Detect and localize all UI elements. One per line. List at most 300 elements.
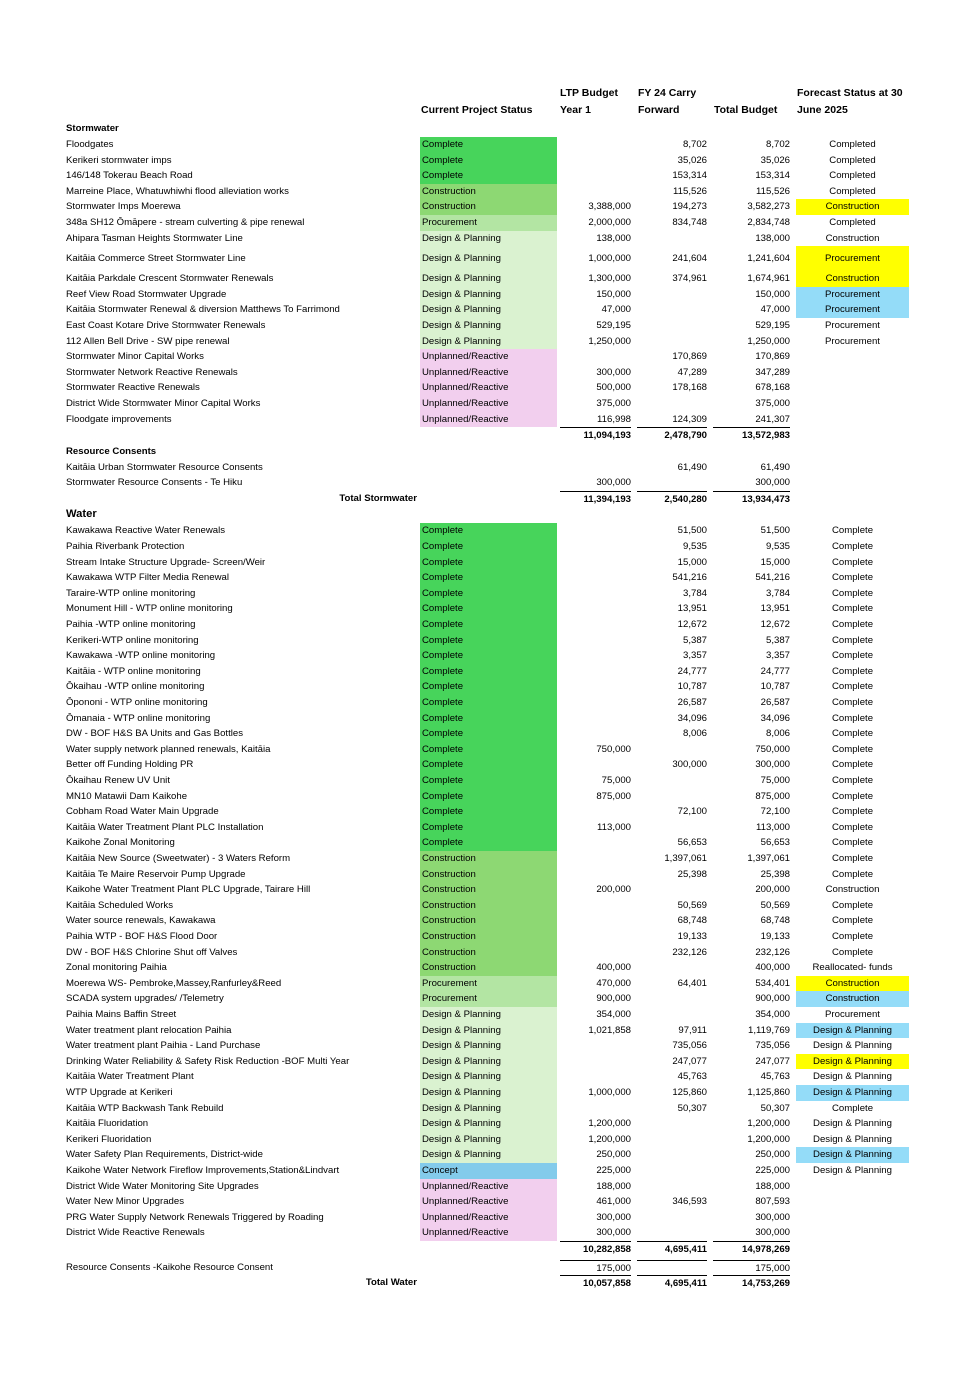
total-budget-cell: 1,200,000 xyxy=(747,1133,790,1145)
table-row xyxy=(0,570,973,586)
table-row xyxy=(0,396,973,412)
forecast-status-cell: Complete xyxy=(831,572,874,584)
project-name: Kaitāia Stormwater Renewal & diversion Matthews To Farrimond xyxy=(66,304,340,316)
project-name: Kaikohe Water Treatment Plant PLC Upgrade, Tairare Hill xyxy=(66,884,311,896)
project-name: Ōkaihau Renew UV Unit xyxy=(66,775,170,786)
status-cell: Design & Planning xyxy=(420,231,557,247)
total-budget-cell: 13,951 xyxy=(760,603,790,615)
project-name: Kerikeri stormwater imps xyxy=(66,154,172,166)
carry-forward-cell xyxy=(637,773,707,789)
header-carry-line2: Forward xyxy=(638,104,680,116)
carry-forward-cell: 241,604 xyxy=(672,253,707,265)
total-budget-cell: 200,000 xyxy=(755,884,790,896)
forecast-status-cell: Complete xyxy=(831,587,874,599)
project-name: Kaitāia - WTP online monitoring xyxy=(66,665,201,677)
status-cell: Unplanned/Reactive xyxy=(420,1210,557,1226)
project-name: DW - BOF H&S BA Units and Gas Bottles xyxy=(66,728,244,740)
carry-forward-cell xyxy=(637,991,707,1007)
status-cell: Complete xyxy=(420,570,557,586)
status-cell: Construction xyxy=(420,851,557,867)
project-name: Marreine Place, Whatuwhiwhi flood alleviation works xyxy=(66,185,289,197)
project-name: Monument Hill - WTP online monitoring xyxy=(66,603,233,615)
forecast-status-cell: Complete xyxy=(831,868,874,880)
project-name: Water treatment plant Paihia - Land Purchase xyxy=(66,1040,261,1052)
carry-forward-cell: 15,000 xyxy=(677,556,707,568)
forecast-status-cell: Design & Planning xyxy=(813,1118,892,1130)
carry-forward-cell: 56,653 xyxy=(677,837,707,849)
project-name: Ōmanaia - WTP online monitoring xyxy=(66,712,211,724)
table-row xyxy=(0,460,973,476)
total-budget-cell: 13,934,473 xyxy=(713,491,790,508)
project-name: Kaikohe Zonal Monitoring xyxy=(66,837,175,849)
status-cell: Construction xyxy=(420,184,557,200)
total-budget-cell: 807,593 xyxy=(755,1196,790,1208)
forecast-status-cell: Complete xyxy=(831,665,874,677)
ltp-budget-cell xyxy=(560,898,631,914)
total-budget-cell: 19,133 xyxy=(760,931,790,942)
total-budget-cell: 175,000 xyxy=(713,1260,790,1277)
forecast-status-cell xyxy=(796,412,909,428)
project-name: Paihia -WTP online monitoring xyxy=(66,619,196,630)
table-row xyxy=(0,318,973,334)
status-cell: Design & Planning xyxy=(420,1085,557,1101)
ltp-budget-cell: 3,388,000 xyxy=(588,201,631,213)
forecast-status-cell xyxy=(796,1179,909,1195)
forecast-status-cell: Procurement xyxy=(796,287,909,303)
ltp-budget-cell xyxy=(560,349,631,365)
project-name: Kerikeri-WTP online monitoring xyxy=(66,634,199,646)
carry-forward-cell: 12,672 xyxy=(677,619,707,630)
total-budget-cell: 354,000 xyxy=(755,1009,790,1020)
carry-forward-cell: 5,387 xyxy=(682,634,707,646)
forecast-status-cell xyxy=(796,380,909,396)
total-budget-cell: 735,056 xyxy=(755,1040,790,1052)
carry-forward-cell: 1,397,061 xyxy=(664,853,707,864)
carry-forward-cell: 300,000 xyxy=(672,759,707,771)
status-cell: Complete xyxy=(420,789,557,805)
carry-forward-cell xyxy=(637,789,707,805)
total-budget-cell: 300,000 xyxy=(755,1227,790,1239)
forecast-status-cell: Completed xyxy=(829,139,876,150)
project-name: 146/148 Tokerau Beach Road xyxy=(66,170,193,182)
status-cell: Construction xyxy=(420,960,557,976)
header-total: Total Budget xyxy=(714,104,778,116)
subtotal-row xyxy=(0,1241,973,1257)
forecast-status-cell: Procurement xyxy=(825,1009,880,1020)
total-label: Total Stormwater xyxy=(339,492,417,504)
project-name: District Wide Reactive Renewals xyxy=(66,1227,205,1239)
carry-forward-cell: 50,569 xyxy=(677,899,707,911)
total-budget-cell: 250,000 xyxy=(755,1149,790,1161)
ltp-budget-cell xyxy=(560,184,631,200)
carry-forward-cell: 124,309 xyxy=(672,413,707,425)
carry-forward-cell: 232,126 xyxy=(672,946,707,958)
forecast-status-cell: Design & Planning xyxy=(813,1071,892,1083)
ltp-budget-cell xyxy=(560,851,631,867)
total-budget-cell: 14,978,269 xyxy=(713,1241,790,1258)
table-row xyxy=(0,991,973,1007)
forecast-status-cell: Design & Planning xyxy=(796,1147,909,1163)
project-name: Kaitāia Urban Stormwater Resource Consents xyxy=(66,461,263,473)
table-row xyxy=(0,231,973,247)
ltp-budget-cell: 47,000 xyxy=(601,304,631,316)
forecast-status-cell: Complete xyxy=(831,712,874,724)
status-cell: Complete xyxy=(420,804,557,820)
table-row xyxy=(0,960,973,976)
table-row xyxy=(0,287,973,303)
project-name: Cobham Road Water Main Upgrade xyxy=(66,806,219,818)
header-carry-line1: FY 24 Carry xyxy=(638,87,697,99)
table-row xyxy=(0,711,973,727)
ltp-budget-cell: 138,000 xyxy=(596,232,631,244)
forecast-status-cell: Design & Planning xyxy=(813,1133,892,1145)
forecast-status-cell: Construction xyxy=(796,976,909,992)
total-budget-cell: 170,869 xyxy=(755,351,790,363)
table-row xyxy=(0,1132,973,1148)
ltp-budget-cell: 200,000 xyxy=(596,884,631,896)
ltp-budget-cell xyxy=(560,1101,631,1117)
total-budget-cell: 534,401 xyxy=(755,977,790,989)
table-row xyxy=(0,586,973,602)
carry-forward-cell xyxy=(637,302,707,318)
total-budget-cell: 300,000 xyxy=(755,1211,790,1223)
table-row xyxy=(0,380,973,396)
status-cell: Construction xyxy=(420,199,557,215)
forecast-status-cell: Complete xyxy=(831,806,874,818)
table-row xyxy=(0,913,973,929)
carry-forward-cell xyxy=(637,318,707,334)
project-name: Moerewa WS- Pembroke,Massey,Ranfurley&Reed xyxy=(66,977,282,989)
total-budget-cell: 50,569 xyxy=(760,899,790,911)
total-label: Total Water xyxy=(365,1277,417,1289)
status-cell: Design & Planning xyxy=(420,1023,557,1039)
ltp-budget-cell xyxy=(560,570,631,586)
carry-forward-cell: 170,869 xyxy=(672,351,707,363)
status-cell: Construction xyxy=(420,913,557,929)
table-row xyxy=(0,1101,973,1117)
carry-forward-cell: 26,587 xyxy=(677,697,707,708)
total-budget-cell: 1,397,061 xyxy=(747,853,790,864)
project-name: Stormwater Reactive Renewals xyxy=(66,382,200,394)
subtotal-row xyxy=(0,427,973,443)
table-row xyxy=(0,898,973,914)
project-name: District Wide Water Monitoring Site Upgrades xyxy=(66,1180,259,1192)
project-name: Kaitāia Fluoridation xyxy=(66,1118,149,1130)
ltp-budget-cell xyxy=(560,648,631,664)
project-name: Ōkaihau -WTP online monitoring xyxy=(66,681,205,693)
carry-forward-cell: 4,695,411 xyxy=(637,1241,707,1258)
table-row xyxy=(0,976,973,992)
forecast-status-cell: Procurement xyxy=(796,246,909,271)
total-budget-cell: 68,748 xyxy=(760,915,790,927)
forecast-status-cell: Complete xyxy=(831,837,874,849)
table-row xyxy=(0,246,973,271)
forecast-status-cell xyxy=(796,1225,909,1241)
carry-forward-cell xyxy=(637,1007,707,1023)
forecast-status-cell: Complete xyxy=(831,634,874,646)
total-budget-cell: 300,000 xyxy=(755,477,790,489)
project-name: Drinking Water Reliability & Safety Risk Reduction -BOF Multi Year xyxy=(66,1055,350,1067)
ltp-budget-cell: 1,300,000 xyxy=(588,273,631,285)
carry-forward-cell: 4,695,411 xyxy=(637,1275,707,1292)
ltp-budget-cell: 1,000,000 xyxy=(588,1087,631,1098)
carry-forward-cell: 50,307 xyxy=(677,1102,707,1114)
ltp-budget-cell: 113,000 xyxy=(597,821,631,833)
project-name: Kaitāia New Source (Sweetwater) - 3 Waters Reform xyxy=(66,853,291,864)
ltp-budget-cell: 1,000,000 xyxy=(588,253,631,265)
status-cell: Construction xyxy=(420,898,557,914)
ltp-budget-cell: 300,000 xyxy=(596,1211,631,1223)
ltp-budget-cell: 750,000 xyxy=(596,743,631,755)
ltp-budget-cell: 300,000 xyxy=(596,1227,631,1239)
project-name: Paihia Mains Baffin Street xyxy=(66,1009,177,1020)
forecast-status-cell: Complete xyxy=(831,697,874,708)
total-budget-cell: 25,398 xyxy=(760,868,790,880)
ltp-budget-cell xyxy=(560,523,631,539)
carry-forward-cell: 72,100 xyxy=(677,806,707,818)
total-budget-cell: 12,672 xyxy=(760,619,790,630)
table-row xyxy=(0,1179,973,1195)
ltp-budget-cell: 529,195 xyxy=(596,320,631,331)
forecast-status-cell: Complete xyxy=(831,821,874,833)
total-budget-cell: 138,000 xyxy=(755,232,790,244)
ltp-budget-cell xyxy=(560,1054,631,1070)
status-cell: Complete xyxy=(420,633,557,649)
status-cell: Complete xyxy=(420,137,557,153)
carry-forward-cell: 19,133 xyxy=(677,931,707,942)
ltp-budget-cell xyxy=(560,137,631,153)
carry-forward-cell: 3,784 xyxy=(682,587,707,599)
project-name: Ahipara Tasman Heights Stormwater Line xyxy=(66,232,243,244)
table-row xyxy=(0,184,973,200)
total-budget-cell: 51,500 xyxy=(760,525,790,537)
carry-forward-cell: 45,763 xyxy=(677,1071,707,1083)
project-name: Kaitāia Parkdale Crescent Stormwater Renewals xyxy=(66,273,274,285)
status-cell: Design & Planning xyxy=(420,271,557,287)
ltp-budget-cell: 150,000 xyxy=(596,288,631,300)
total-budget-cell: 347,289 xyxy=(755,366,790,378)
table-row xyxy=(0,334,973,350)
project-name: Kerikeri Fluoridation xyxy=(66,1133,152,1145)
forecast-status-cell: Complete xyxy=(831,681,874,693)
status-cell: Complete xyxy=(420,726,557,742)
total-budget-cell: 3,582,273 xyxy=(747,201,790,213)
table-row xyxy=(0,555,973,571)
forecast-status-cell xyxy=(796,1194,909,1210)
forecast-status-cell: Complete xyxy=(831,931,874,942)
carry-forward-cell: 8,006 xyxy=(682,728,707,740)
project-name: Stream Intake Structure Upgrade- Screen/Weir xyxy=(66,556,266,568)
status-cell: Complete xyxy=(420,773,557,789)
total-budget-cell: 26,587 xyxy=(760,697,790,708)
table-row xyxy=(0,137,973,153)
status-cell: Design & Planning xyxy=(420,1038,557,1054)
table-row xyxy=(0,153,973,169)
ltp-budget-cell: 875,000 xyxy=(596,790,631,802)
forecast-status-cell: Procurement xyxy=(825,335,880,347)
forecast-status-cell: Completed xyxy=(829,217,876,228)
forecast-status-cell: Complete xyxy=(831,603,874,615)
carry-forward-cell: 25,398 xyxy=(677,868,707,880)
project-name: Kaitāia Water Treatment Plant xyxy=(66,1071,194,1083)
ltp-budget-cell: 250,000 xyxy=(596,1149,631,1161)
table-row xyxy=(0,1210,973,1226)
carry-forward-cell: 10,787 xyxy=(677,681,707,693)
status-cell: Unplanned/Reactive xyxy=(420,396,557,412)
forecast-status-cell: Design & Planning xyxy=(796,1054,909,1070)
status-cell: Design & Planning xyxy=(420,287,557,303)
status-cell: Procurement xyxy=(420,976,557,992)
total-row xyxy=(0,491,973,507)
total-budget-cell: 75,000 xyxy=(760,775,790,786)
project-name: Water New Minor Upgrades xyxy=(66,1196,185,1208)
forecast-status-cell: Complete xyxy=(831,915,874,927)
ltp-budget-cell xyxy=(560,835,631,851)
total-budget-cell: 1,250,000 xyxy=(747,335,790,347)
status-cell: Complete xyxy=(420,679,557,695)
forecast-status-cell: Complete xyxy=(831,775,874,786)
carry-forward-cell xyxy=(637,231,707,247)
ltp-budget-cell xyxy=(560,913,631,929)
carry-forward-cell xyxy=(637,1210,707,1226)
carry-forward-cell: 34,096 xyxy=(677,712,707,724)
status-cell xyxy=(420,460,557,476)
table-row xyxy=(0,804,973,820)
status-cell: Complete xyxy=(420,664,557,680)
forecast-status-cell: Construction xyxy=(796,991,909,1007)
status-cell: Unplanned/Reactive xyxy=(420,380,557,396)
project-name: Kaitāia Scheduled Works xyxy=(66,899,174,911)
ltp-budget-cell xyxy=(560,664,631,680)
table-row xyxy=(0,349,973,365)
forecast-status-cell xyxy=(796,349,909,365)
forecast-status-cell: Complete xyxy=(831,759,874,771)
total-budget-cell: 875,000 xyxy=(755,790,790,802)
forecast-status-cell: Completed xyxy=(829,170,876,182)
total-budget-cell: 1,200,000 xyxy=(747,1118,790,1130)
total-budget-cell: 300,000 xyxy=(755,759,790,771)
project-name: Kawakawa Reactive Water Renewals xyxy=(66,525,226,537)
ltp-budget-cell: 300,000 xyxy=(596,366,631,378)
project-name: Stormwater Imps Moerewa xyxy=(66,201,181,213)
ltp-budget-cell: 500,000 xyxy=(596,382,631,394)
ltp-budget-cell: 175,000 xyxy=(560,1260,631,1277)
carry-forward-cell xyxy=(637,1260,707,1277)
status-cell: Complete xyxy=(420,648,557,664)
status-cell: Design & Planning xyxy=(420,246,557,271)
table-row xyxy=(0,851,973,867)
carry-forward-cell: 2,540,280 xyxy=(637,491,707,508)
status-cell: Procurement xyxy=(420,215,557,231)
carry-forward-cell: 735,056 xyxy=(672,1040,707,1052)
carry-forward-cell xyxy=(637,334,707,350)
forecast-status-cell xyxy=(796,1260,909,1276)
forecast-status-cell: Procurement xyxy=(825,320,880,331)
ltp-budget-cell: 188,000 xyxy=(596,1180,631,1192)
total-budget-cell: 3,784 xyxy=(765,587,790,599)
carry-forward-cell: 24,777 xyxy=(677,665,707,677)
total-budget-cell: 34,096 xyxy=(760,712,790,724)
status-cell: Complete xyxy=(420,539,557,555)
status-cell: Complete xyxy=(420,601,557,617)
forecast-status-cell: Construction xyxy=(796,271,909,287)
ltp-budget-cell: 1,021,858 xyxy=(588,1024,631,1036)
status-cell: Complete xyxy=(420,695,557,711)
table-row xyxy=(0,789,973,805)
carry-forward-cell: 3,357 xyxy=(682,650,707,662)
forecast-status-cell: Complete xyxy=(831,946,874,958)
project-name: District Wide Stormwater Minor Capital Works xyxy=(66,398,261,409)
total-budget-cell: 150,000 xyxy=(755,288,790,300)
table-row xyxy=(0,1225,973,1241)
total-budget-cell: 153,314 xyxy=(755,170,790,182)
table-row xyxy=(0,1054,973,1070)
table-row xyxy=(0,601,973,617)
forecast-status-cell xyxy=(796,460,909,476)
header-forecast-line2: June 2025 xyxy=(797,104,848,116)
status-cell: Complete xyxy=(420,586,557,602)
table-row xyxy=(0,757,973,773)
ltp-budget-cell: 461,000 xyxy=(596,1196,631,1208)
table-row xyxy=(0,215,973,231)
ltp-budget-cell xyxy=(560,726,631,742)
project-name: 112 Allen Bell Drive - SW pipe renewal xyxy=(66,335,230,347)
status-cell: Unplanned/Reactive xyxy=(420,1225,557,1241)
total-budget-cell: 15,000 xyxy=(760,556,790,568)
table-row xyxy=(0,1069,973,1085)
ltp-budget-cell: 11,394,193 xyxy=(560,491,631,508)
ltp-budget-cell xyxy=(560,601,631,617)
status-cell: Unplanned/Reactive xyxy=(420,1179,557,1195)
forecast-status-cell: Complete xyxy=(831,728,874,740)
ltp-budget-cell xyxy=(560,804,631,820)
ltp-budget-cell xyxy=(560,1038,631,1054)
section-heading: Stormwater xyxy=(66,123,119,134)
total-budget-cell: 56,653 xyxy=(760,837,790,849)
status-cell: Complete xyxy=(420,711,557,727)
status-cell: Design & Planning xyxy=(420,318,557,334)
carry-forward-cell: 2,478,790 xyxy=(637,427,707,444)
status-cell: Construction xyxy=(420,945,557,961)
project-name: East Coast Kotare Drive Stormwater Renewals xyxy=(66,320,266,331)
header-ltp-line2: Year 1 xyxy=(560,104,591,116)
table-row xyxy=(0,726,973,742)
carry-forward-cell: 13,951 xyxy=(677,603,707,615)
carry-forward-cell: 68,748 xyxy=(677,915,707,927)
ltp-budget-cell: 354,000 xyxy=(596,1009,631,1020)
carry-forward-cell xyxy=(637,396,707,412)
table-row xyxy=(0,742,973,758)
total-row xyxy=(0,1275,973,1291)
total-budget-cell: 10,787 xyxy=(760,681,790,693)
carry-forward-cell: 178,168 xyxy=(672,382,707,394)
project-name: Better off Funding Holding PR xyxy=(66,759,194,771)
status-cell: Design & Planning xyxy=(420,1069,557,1085)
project-name: Floodgate improvements xyxy=(66,413,172,425)
header-ltp-line1: LTP Budget xyxy=(560,87,618,99)
carry-forward-cell: 247,077 xyxy=(672,1055,707,1067)
total-budget-cell: 2,834,748 xyxy=(747,217,790,228)
project-name: WTP Upgrade at Kerikeri xyxy=(66,1087,173,1098)
forecast-status-cell: Construction xyxy=(825,232,880,244)
status-cell: Complete xyxy=(420,757,557,773)
table-row xyxy=(0,475,973,491)
ltp-budget-cell: 11,094,193 xyxy=(560,427,631,444)
carry-forward-cell: 35,026 xyxy=(677,154,707,166)
forecast-status-cell: Complete xyxy=(831,1102,874,1114)
total-budget-cell: 400,000 xyxy=(755,962,790,974)
project-name: Ōpononi - WTP online monitoring xyxy=(66,697,208,708)
